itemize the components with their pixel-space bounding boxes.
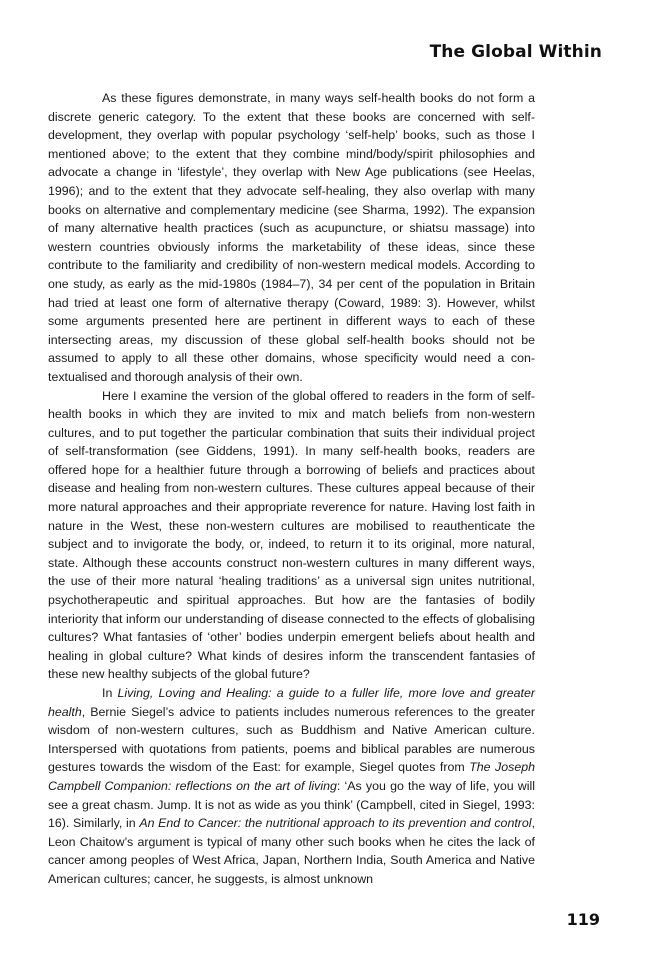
paragraph-text: , Leon Chaitow’s argument is typical of many other such books when he cites the lack of cancer among peoples of West Africa, Japan, Northern India, South America and Native American cultures; cancer, he suggests, is almost unknown (48, 816, 536, 886)
paragraph-text: In (102, 686, 118, 700)
paragraph-text: Here I examine the version of the global offered to readers in the form of self-health books in which they are invited to mix and match beliefs from non-western cultures, and to put together the particular combination that suits their individual project of self-transformation (see Giddens, 1991). In many self-health books, readers are offered hope for a healthier future through a borrowing of beliefs and practices about disease and healing from non-western cultures. These cultures appeal because of their more natural approaches and their appropriate reverence for nature. Having lost faith in nature in the West, these non-western cultures are mobilised to reauthenticate the subject and to invigorate the body, or, indeed, to return it to its original, more natural, state. Although these accounts construct non-western cultures in many different ways, the use of their more natural ‘healing traditions’ as a universal sign unites nutritional, psychotherapeutic and spiritual approaches. But how are the fantasies of bodily interiority that inform our understanding of disease connected to the effects of globalising cultures? What fantasies of ‘other’ bodies underpin emergent beliefs about health and healing in global culture? What kinds of desires inform the transcendent fantasies of these new healthy subjects of the global future? (48, 388, 535, 682)
paragraph-text: As these figures demonstrate, in many ways self-health books do not form a discrete generic category. To the extent that these books are concerned with self-development, they overlap with popular psychology ‘self-help’ books, such as those I mentioned above; to the extent that they combine mind/body/spirit philosophies and advocate a change in ‘lifestyle’, they overlap with New Age publications (see Heelas, 1996); and to the extent that they advocate self-healing, they also overlap with many books on alternative and complementary medicine (see Sharma, 1992). The expansion of many alternative health practices (such as acupuncture, or shiatsu massage) into western countries obviously informs the marketability of these ideas, since these contribute to the familiarity and credibility of non-western medical models. According to one study, as early as the mid-1980s (1984–7), 34 per cent of the population in Britain had tried at least one form of alternative therapy (Coward, 1989: 3). However, whilst some arguments presented here are pertinent in different ways to each of these intersecting areas, my discussion of these global self-health books should not be assumed to apply to all these other domains, whose specificity would need a contextualised and thorough analysis of their own. (48, 91, 535, 384)
book-title-italic: The Joseph Campbell Companion: reflections on the art of living (48, 760, 536, 793)
paragraph-text: , Bernie Siegel’s advice to patients includes numerous references to the greater wisdom of non-western cultures, such as Buddhism and Native American culture. Interspersed with quotations from patients, poems and biblical parables are numerous gestures towards the wisdom of the East: for example, Siegel quotes from (48, 704, 535, 775)
book-title-italic: Living, Loving and Healing: a guide to a fuller life, more love and greater health (48, 686, 535, 719)
paragraph-2 (48, 387, 535, 685)
paragraph-1 (48, 89, 535, 387)
body-text (48, 89, 535, 889)
paragraph-text: : ‘As you go the way of life, you will see a great chasm. Jump. It is not as wide as you think’ (Campbell, cited in Siegel, 1993: 16). Similarly, in (48, 778, 535, 831)
running-head-title: The Global Within (429, 42, 602, 62)
book-title-italic: An End to Cancer: the nutritional approach to its prevention and control (139, 816, 532, 831)
page-number: 119 (566, 910, 600, 929)
paragraph-3 (48, 684, 535, 889)
